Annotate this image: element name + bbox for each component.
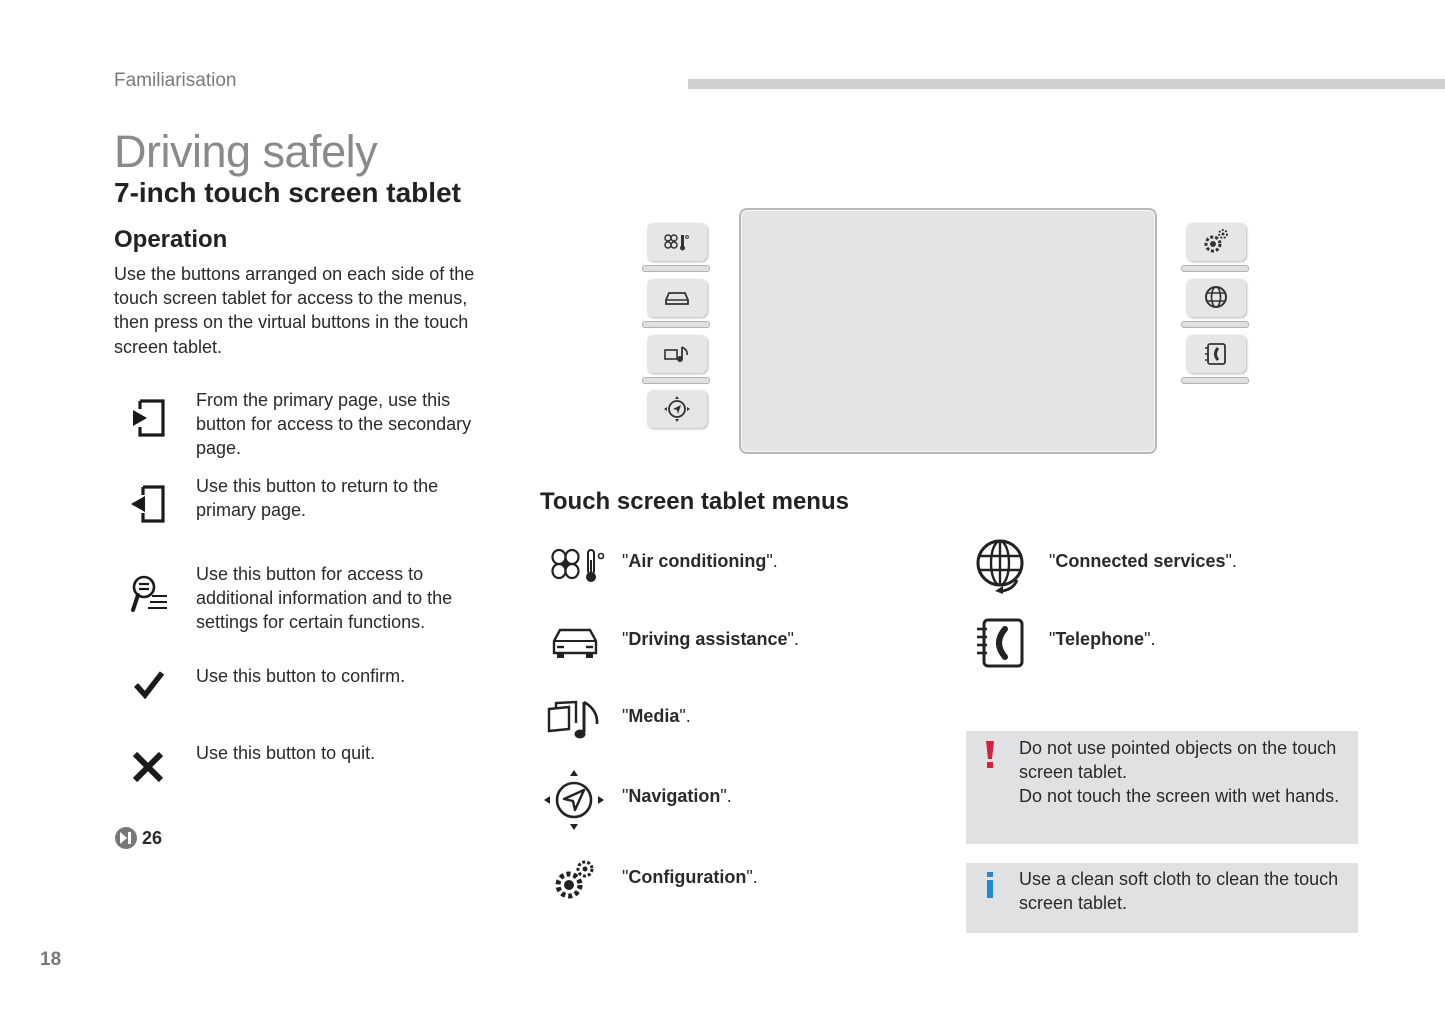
operation-intro: Use the buttons arranged on each side of the touch screen tablet for access to the menus, then press on the virtual buttons in the touch screen tablet. (114, 264, 475, 357)
telephone-icon (1203, 341, 1229, 367)
menu-air-conditioning-label: Air conditioning (628, 551, 767, 571)
right-button-connected-services[interactable] (1186, 279, 1246, 317)
right-button-divider (1181, 321, 1249, 328)
settings-info-icon (130, 574, 170, 616)
page-reference-icon (114, 826, 138, 850)
menu-navigation[interactable]: "Navigation". (622, 786, 732, 806)
left-button-divider (642, 321, 710, 328)
left-button-divider (642, 377, 710, 384)
right-button-configuration[interactable] (1186, 223, 1246, 261)
navigation-icon (542, 768, 606, 832)
secondary-page-icon (130, 398, 168, 438)
section-label: Familiarisation (114, 70, 237, 91)
menu-connected-services[interactable]: "Connected services". (1049, 551, 1237, 571)
info-text: Use a clean soft cloth to clean the touch screen tablet. (1019, 869, 1339, 914)
air-conditioning-icon (662, 232, 692, 252)
menu-connected-services-label: Connected services (1055, 551, 1226, 571)
page-reference[interactable] (114, 826, 162, 850)
confirm-text: Use this button to confirm. (196, 666, 406, 686)
driving-assistance-icon (549, 624, 601, 660)
left-button-driving-assistance[interactable] (647, 279, 707, 317)
warning-line-2: Do not touch the screen with wet hands. (1019, 786, 1340, 807)
configuration-icon (1201, 227, 1231, 257)
menus-heading: Touch screen tablet menus (540, 488, 849, 515)
quit-text: Use this button to quit. (196, 743, 376, 763)
info-icon (983, 870, 997, 900)
navigation-icon (662, 394, 692, 424)
primary-page-text: Use this button to return to the primary page. (196, 476, 439, 521)
configuration-icon (552, 858, 600, 902)
page-title: Driving safely (114, 126, 378, 177)
menu-configuration-label: Configuration (628, 867, 747, 887)
page-subtitle: 7-inch touch screen tablet (114, 177, 461, 208)
right-button-telephone[interactable] (1186, 335, 1246, 373)
primary-page-icon (128, 484, 168, 524)
air-conditioning-icon (548, 546, 606, 584)
settings-info-text: Use this button for access to additional information and to the settings for certain functions. (196, 564, 453, 633)
connected-services-icon (973, 536, 1029, 594)
menu-configuration[interactable]: "Configuration". (622, 867, 758, 887)
warning-text (1019, 736, 1359, 809)
menu-driving-assistance-label: Driving assistance (628, 629, 788, 649)
menu-air-conditioning[interactable]: "Air conditioning". (622, 551, 778, 571)
secondary-page-text: From the primary page, use this button for access to the secondary page. (196, 390, 472, 459)
menu-telephone[interactable]: "Telephone". (1049, 629, 1156, 649)
menu-telephone-label: Telephone (1055, 629, 1145, 649)
left-button-media[interactable] (647, 335, 707, 373)
left-button-air-conditioning[interactable] (647, 223, 707, 261)
left-button-navigation[interactable] (647, 390, 707, 428)
confirm-check-icon (133, 670, 165, 700)
telephone-icon (975, 617, 1027, 669)
media-icon (546, 698, 604, 742)
right-button-divider (1181, 377, 1249, 384)
operation-heading: Operation (114, 226, 228, 253)
menu-driving-assistance[interactable]: "Driving assistance". (622, 629, 799, 649)
driving-assistance-icon (663, 289, 691, 307)
left-button-divider (642, 265, 710, 272)
quit-cross-icon (131, 750, 165, 784)
menu-media-label: Media (628, 706, 680, 726)
page-number: 18 (40, 949, 62, 970)
right-button-divider (1181, 265, 1249, 272)
menu-media[interactable]: "Media". (622, 706, 691, 726)
header-bar (688, 79, 1445, 89)
warning-line-1: Do not use pointed objects on the touch screen tablet. (1019, 738, 1337, 783)
touch-screen[interactable] (739, 208, 1157, 454)
media-icon (663, 344, 691, 364)
warning-exclamation-icon (983, 740, 997, 770)
menu-navigation-label: Navigation (628, 786, 721, 806)
connected-services-icon (1201, 283, 1231, 313)
page-reference-number: 26 (142, 827, 163, 848)
